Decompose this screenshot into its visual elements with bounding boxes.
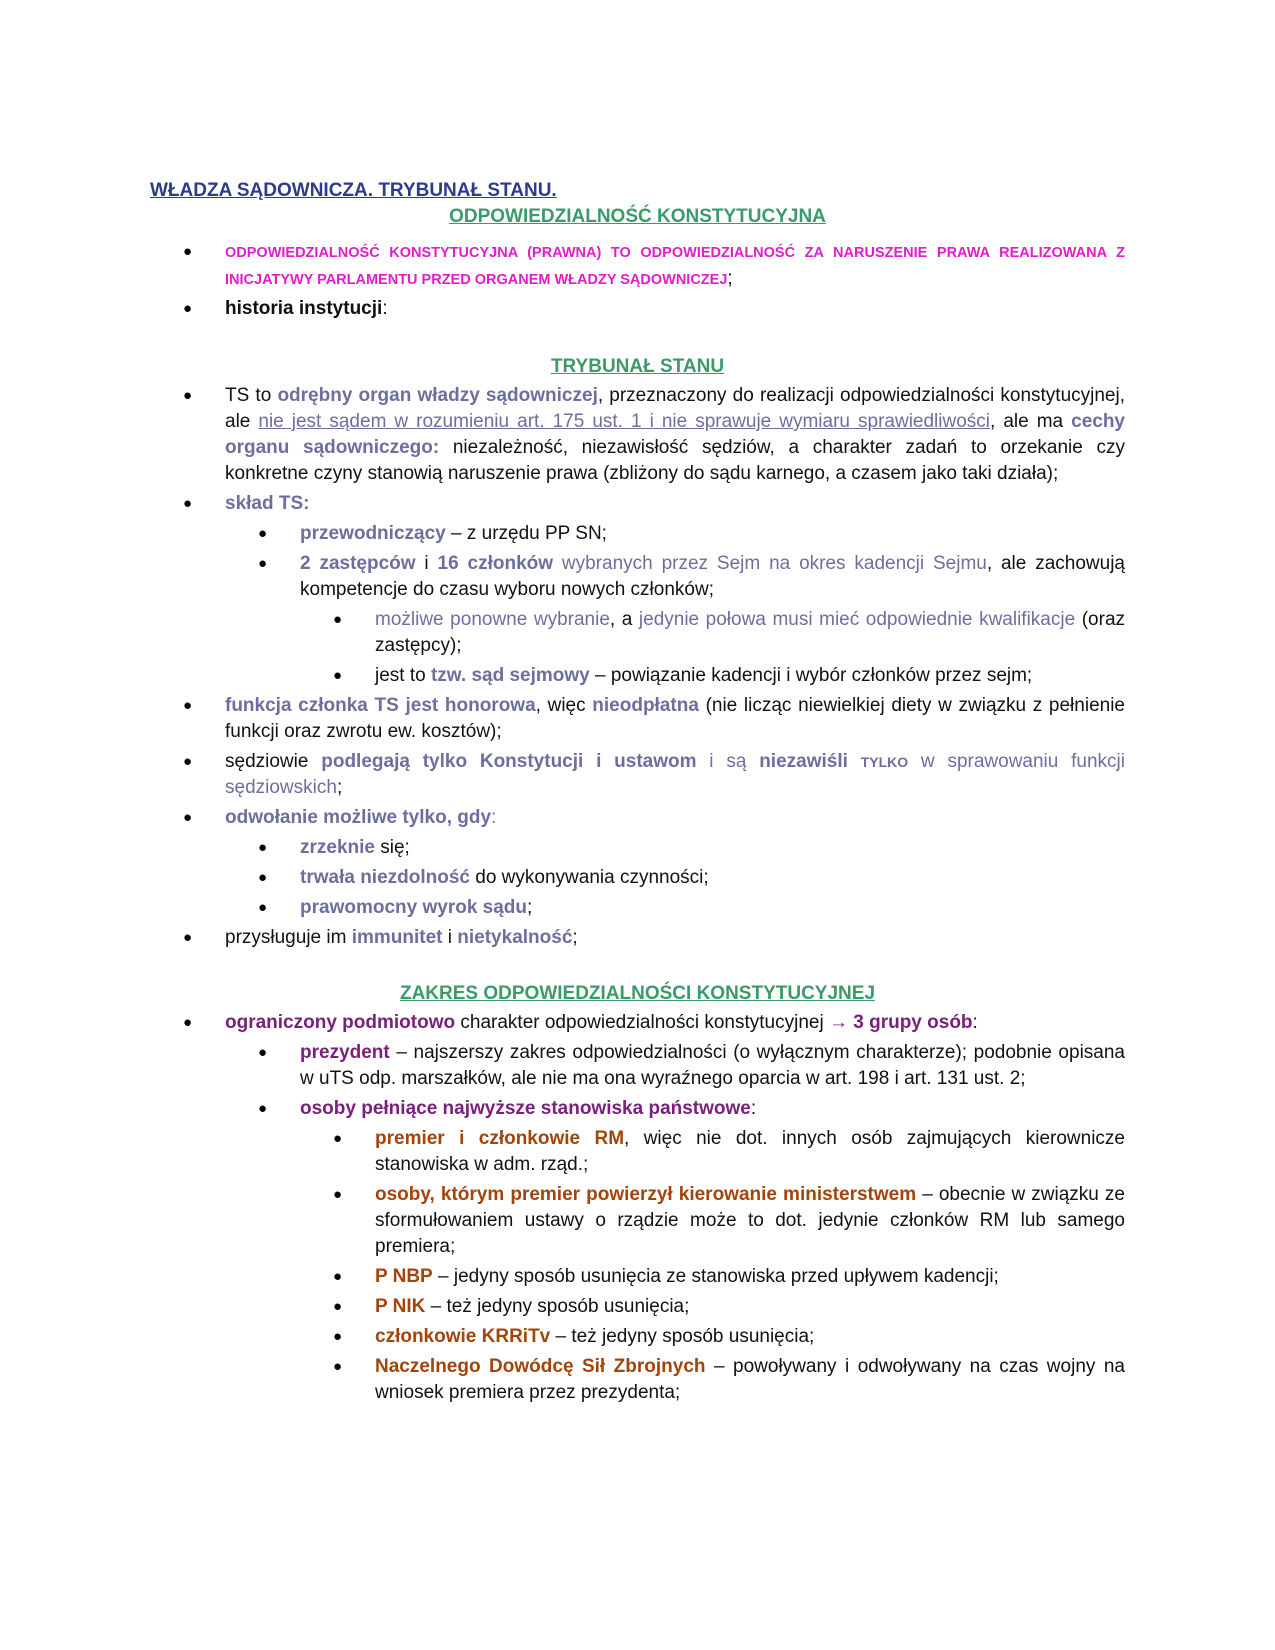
list-item: ● odwołanie możliwe tylko, gdy: [150,805,1125,831]
list-item: ● jest to tzw. sąd sejmowy – powiązanie kadencji i wybór członków przez sejm; [150,663,1125,689]
list-item: ● P NIK – też jedyny sposób usunięcia; [150,1294,1125,1320]
list-item: ● zrzeknie się; [150,835,1125,861]
list-item: ● funkcja członka TS jest honorowa, więc nieodpłatna (nie licząc niewielkiej diety w związku z pełnienie funkcji oraz zwrotu ew. kosztów); [150,693,1125,745]
section-list-zakres [150,1010,1125,1406]
document-title: WŁADZA SĄDOWNICZA. TRYBUNAŁ STANU. [150,180,557,201]
section-title-odpowiedzialnosc: ODPOWIEDZIALNOŚĆ KONSTYTUCYJNA [449,206,826,227]
list-item: ● P NBP – jedyny sposób usunięcia ze stanowiska przed upływem kadencji; [150,1264,1125,1290]
list-item: ● przysługuje im immunitet i nietykalność; [150,925,1125,951]
list-item: ● prezydent – najszerszy zakres odpowiedzialności (o wyłącznym charakterze); podobnie opisana w uTS odp. marszałków, ale nie ma ona wyraźnego oparcia w art. 198 i art. 131 ust. 2; [150,1040,1125,1092]
document-page [150,178,1125,1406]
list-item: ● premier i członkowie RM, więc nie dot. innych osób zajmujących kierownicze stanowiska w adm. rząd.; [150,1126,1125,1178]
list-item: ● ODPOWIEDZIALNOŚĆ KONSTYTUCYJNA (PRAWNA) TO ODPOWIEDZIALNOŚĆ ZA NARUSZENIE PRAWA REALIZOWANA Z INICJATYWY PARLAMENTU PRZED ORGANEM WŁADZY SĄDOWNICZEJ; [150,239,1125,293]
list-item: ● osoby, którym premier powierzył kierowanie ministerstwem – obecnie w związku ze sformułowaniem ustawy o rządzie może to dot. jedynie członków RM lub samego premiera; [150,1182,1125,1260]
list-item: ● skład TS: [150,491,1125,517]
list-item: ● sędziowie podlegają tylko Konstytucji i ustawom i są niezawiśli TYLKO w sprawowaniu funkcji sędziowskich; [150,749,1125,801]
list-item: ● trwała niezdolność do wykonywania czynności; [150,865,1125,891]
section-title-zakres: ZAKRES ODPOWIEDZIALNOŚCI KONSTYTUCYJNEJ [399,983,876,1004]
list-item: ● historia instytucji: [150,296,1125,322]
section-list-odpowiedzialnosc [150,239,1125,322]
list-item: ● możliwe ponowne wybranie, a jedynie połowa musi mieć odpowiednie kwalifikacje (oraz zastępcy); [150,607,1125,659]
list-item: ● Naczelnego Dowódcę Sił Zbrojnych – powoływany i odwoływany na czas wojny na wniosek premiera przez prezydenta; [150,1354,1125,1406]
list-item: ● członkowie KRRiTv – też jedyny sposób usunięcia; [150,1324,1125,1350]
list-item: ● 2 zastępców i 16 członków wybranych przez Sejm na okres kadencji Sejmu, ale zachowują kompetencje do czasu wyboru nowych członków; [150,551,1125,603]
list-item: ● osoby pełniące najwyższe stanowiska państwowe: [150,1096,1125,1122]
section-title-trybunal: TRYBUNAŁ STANU [550,356,725,377]
list-item: ● prawomocny wyrok sądu; [150,895,1125,921]
list-item: ● ograniczony podmiotowo charakter odpowiedzialności konstytucyjnej → 3 grupy osób: [150,1010,1125,1036]
list-item: ● TS to odrębny organ władzy sądowniczej, przeznaczony do realizacji odpowiedzialności konstytucyjnej, ale nie jest sądem w rozumieniu art. 175 ust. 1 i nie sprawuje wymiaru sprawiedliwości, ale ma cechy organu sądowniczego: niezależność, niezawisłość sędziów, a charakter zadań to orzekanie czy konkretne czyny stanowią naruszenie prawa (zbliżony do sądu karnego, a czasem jako taki działa); [150,383,1125,487]
list-item: ● przewodniczący – z urzędu PP SN; [150,521,1125,547]
section-list-trybunal [150,383,1125,951]
